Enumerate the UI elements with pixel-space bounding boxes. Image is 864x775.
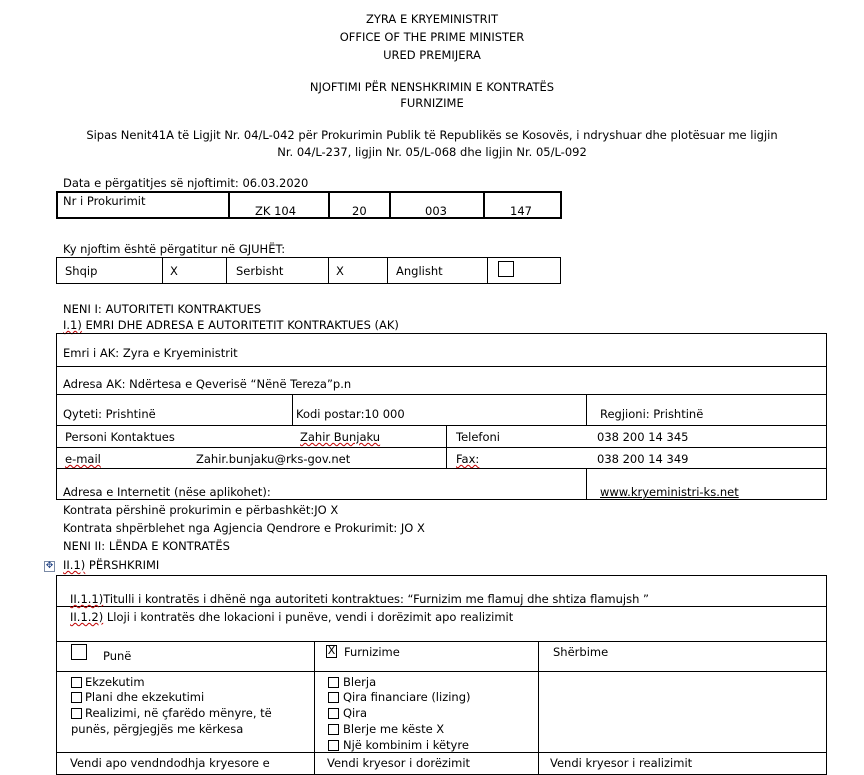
language-albanian: Shqip — [65, 264, 98, 278]
works-option-label: Realizimi, në çfarëdo mënyre, të — [85, 706, 272, 720]
contract-title-row — [70, 592, 649, 606]
phone-label: Telefoni — [456, 430, 500, 444]
supplies-option-checkbox[interactable] — [328, 677, 339, 688]
notice-title: NJOFTIMI PËR NENSHKRIMIN E KONTRATËS — [309, 80, 555, 94]
contract-type-text: Lloji i kontratës dhe lokacioni i punëve, vendi i dorëzimit apo realizimit — [103, 610, 514, 624]
languages-intro: Ky njoftim është përgatitur në GJUHËT: — [63, 242, 286, 256]
works-option-label: Ekzekutim — [85, 675, 145, 689]
contact-person-label: Personi Kontaktues — [65, 430, 175, 444]
contract-type-prefix: II.1.2) — [70, 610, 104, 624]
contract-type-row — [70, 610, 513, 624]
section-1-title: NENI I: AUTORITETI KONTRAKTUES — [63, 302, 262, 316]
procurement-number-label: Nr i Prokurimit — [63, 194, 146, 208]
language-serbian: Serbisht — [236, 264, 284, 278]
language-albanian-mark: X — [170, 264, 178, 278]
website-label: Adresa e Internetit (nëse aplikohet): — [63, 485, 271, 499]
section-1-subtitle — [63, 318, 399, 332]
supplies-option-checkbox[interactable] — [328, 740, 339, 751]
supplies-delivery-label: Vendi kryesor i dorëzimit — [327, 756, 471, 770]
languages-table — [56, 257, 561, 284]
section-1-sub-rest: EMRI DHE ADRESA E AUTORITETIT KONTRAKTUES (AK) — [81, 318, 399, 332]
phone-number: 038 200 14 345 — [597, 430, 689, 444]
procurement-part-1: ZK 104 — [255, 204, 297, 218]
supplies-option-label: Qira — [343, 706, 368, 720]
language-english: Anglisht — [396, 264, 443, 278]
section-2-sub-rest: PËRSHKRIMI — [85, 558, 160, 572]
supplies-column-label: Furnizime — [344, 645, 400, 659]
contract-title-text: Titulli i kontratës i dhënë nga autoriteti kontraktues: “Furnizim me flamuj dhe shtiza flamujsh ” — [103, 592, 650, 606]
services-location-label: Vendi kryesor i realizimit — [550, 756, 693, 770]
website-link[interactable]: www.kryeministri-ks.net — [600, 485, 739, 499]
supplies-option-label: Blerja — [343, 675, 377, 689]
office-name-english: OFFICE OF THE PRIME MINISTER — [339, 30, 525, 44]
authority-postal-code: Kodi postar:10 000 — [296, 407, 405, 421]
works-option-label-continued: punës, përgjegjës me kërkesa — [71, 722, 244, 736]
supplies-option-label: Blerje me këste X — [343, 722, 445, 736]
central-procurement: Kontrata shpërblehet nga Agjencia Qendrore e Prokurimit: JO X — [63, 521, 425, 535]
supplies-checkbox[interactable] — [326, 645, 337, 658]
contract-title-prefix: II.1.1) — [70, 592, 104, 606]
preparation-date: Data e përgatitjes së njoftimit: 06.03.2020 — [63, 176, 309, 190]
authority-name: Emri i AK: Zyra e Kryeministrit — [63, 346, 238, 360]
table-move-handle-icon[interactable]: ✥ — [45, 561, 54, 571]
procurement-part-2: 20 — [352, 204, 367, 218]
fax-number: 038 200 14 349 — [597, 452, 689, 466]
contact-person-name: Zahir Bunjaku — [300, 430, 381, 444]
email-label: e-mail — [65, 452, 101, 466]
language-serbian-mark: X — [336, 264, 344, 278]
email-address[interactable]: Zahir.bunjaku@rks-gov.net — [196, 452, 351, 466]
language-english-checkbox[interactable] — [498, 261, 514, 277]
works-column-label: Punë — [103, 649, 132, 663]
supplies-check-mark: X — [327, 644, 336, 657]
legal-basis-line-2: Nr. 04/L-237, ligjin Nr. 05/L-068 dhe ligjin Nr. 05/L-092 — [277, 145, 587, 159]
works-location-label: Vendi apo vendndodhja kryesore e — [70, 756, 270, 770]
supplies-option-checkbox[interactable] — [328, 708, 339, 719]
services-column-label: Shërbime — [553, 645, 609, 659]
section-2-title: NENI II: LËNDA E KONTRATËS — [63, 539, 230, 553]
joint-procurement: Kontrata përshinë prokurimin e përbashkët:JO X — [63, 503, 339, 517]
office-name-albanian: ZYRA E KRYEMINISTRIT — [366, 12, 498, 26]
works-checkbox[interactable] — [71, 644, 87, 660]
supplies-option-checkbox[interactable] — [328, 724, 339, 735]
authority-address: Adresa AK: Ndërtesa e Qeverisë “Nënë Tereza”p.n — [63, 377, 352, 391]
procurement-part-4: 147 — [510, 204, 532, 218]
notice-type: FURNIZIME — [400, 96, 464, 110]
authority-region: Regjioni: Prishtinë — [600, 407, 704, 421]
works-option-label: Plani dhe ekzekutimi — [85, 690, 205, 704]
legal-basis-line-1: Sipas Nenit41A të Ligjit Nr. 04/L-042 për Prokurimin Publik të Republikës se Kosovës, i ndryshuar dhe plotësuar me ligjin — [86, 128, 778, 142]
supplies-option-label: Një kombinim i këtyre — [343, 738, 469, 752]
fax-label: Fax: — [456, 452, 480, 466]
works-option-checkbox[interactable] — [71, 692, 82, 703]
section-2-sub-prefix: II.1) — [63, 558, 86, 572]
works-option-checkbox[interactable] — [71, 677, 82, 688]
section-2-subtitle — [63, 558, 159, 572]
office-name-serbian: URED PREMIJERA — [383, 48, 481, 62]
procurement-part-3: 003 — [425, 204, 447, 218]
section-1-sub-prefix: I.1) — [63, 318, 82, 332]
supplies-option-checkbox[interactable] — [328, 692, 339, 703]
works-option-checkbox[interactable] — [71, 708, 82, 719]
authority-city: Qyteti: Prishtinë — [63, 407, 156, 421]
supplies-option-label: Qira financiare (lizing) — [343, 690, 471, 704]
